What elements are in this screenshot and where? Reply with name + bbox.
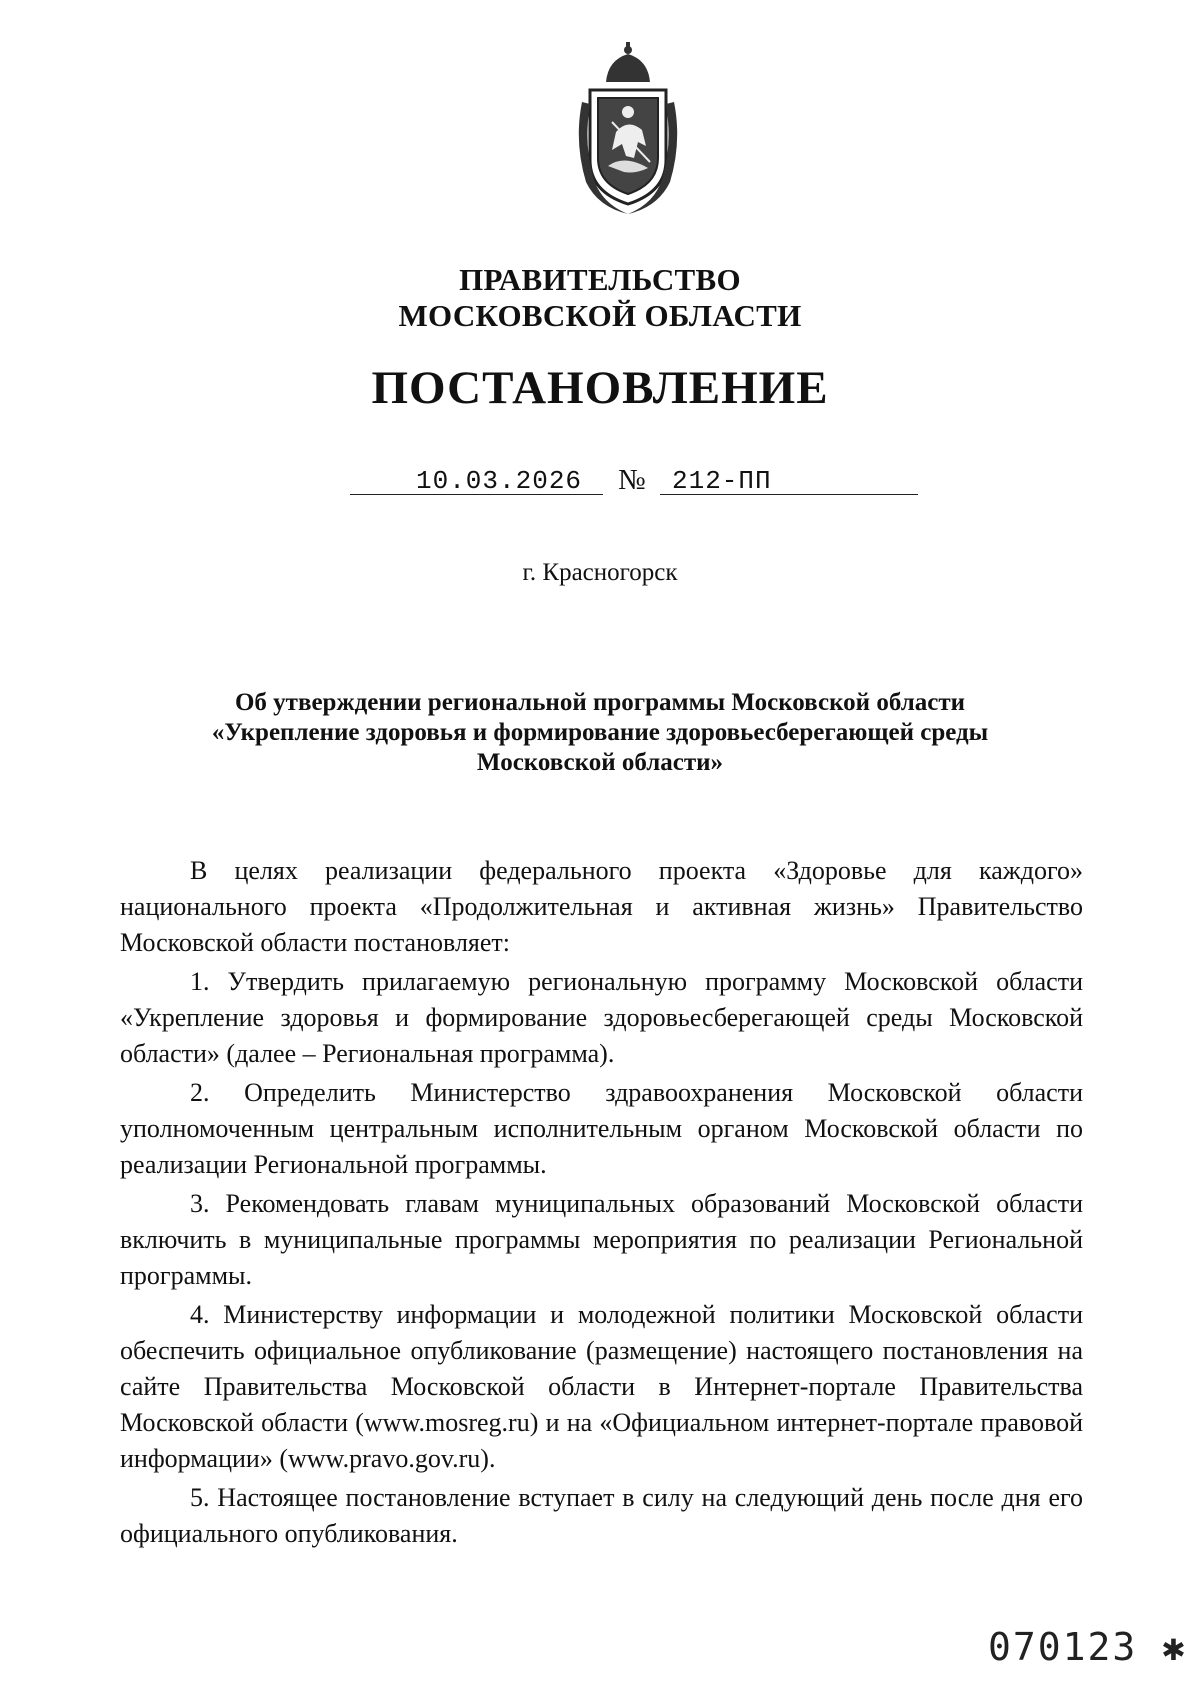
document-date: 10.03.2026 [416,466,583,496]
title-line: Московской области» [476,749,724,776]
body-paragraph-item-4: 4. Министерству информации и молодежной политики Московской области обеспечить официальное опубликование (размещение) настоящего постановления на сайте Правительства Московской области в Интернет-портале Правительства Московской области (www.mosreg.ru) и на «Официальном интернет-портале правовой информации» (www.pravo.gov.ru). [120,1300,1083,1473]
title-line: Об утверждении региональной программы Московской области [234,689,966,716]
registration-line [0,462,1200,502]
coat-of-arms-icon [568,42,688,217]
city-name: г. Красногорск [522,559,678,586]
body-paragraph-preamble: В целях реализации федерального проекта «Здоровье для каждого» национального проекта «Продолжительная и активная жизнь» Правительство Московской области постановляет: [120,856,1083,957]
body-paragraph-item-3: 3. Рекомендовать главам муниципальных образований Московской области включить в муниципальные программы мероприятия по реализации Региональной программы. [120,1189,1083,1290]
number-sign: № [618,464,646,496]
document-type-heading: ПОСТАНОВЛЕНИЕ [371,362,829,414]
authority-name-line1: ПРАВИТЕЛЬСТВО [459,262,741,297]
title-line: «Укрепление здоровья и формирование здоровьесберегающей среды [211,719,989,746]
document-number: 212-ПП [672,466,772,496]
body-paragraph-item-2: 2. Определить Министерство здравоохранения Московской области уполномоченным центральным исполнительным органом Московской области по реализации Региональной программы. [120,1078,1083,1179]
document-body [120,853,1083,1555]
document-title [120,688,1080,778]
serial-stamp-number: 070123 ✱ [988,1625,1188,1669]
body-paragraph-item-1: 1. Утвердить прилагаемую региональную программу Московской области «Укрепление здоровья и формирование здоровьесберегающей среды Московской области» (далее – Региональная программа). [120,967,1083,1068]
authority-name-line2: МОСКОВСКОЙ ОБЛАСТИ [398,298,802,333]
body-paragraph-item-5: 5. Настоящее постановление вступает в силу на следующий день после дня его официального опубликования. [120,1483,1083,1548]
